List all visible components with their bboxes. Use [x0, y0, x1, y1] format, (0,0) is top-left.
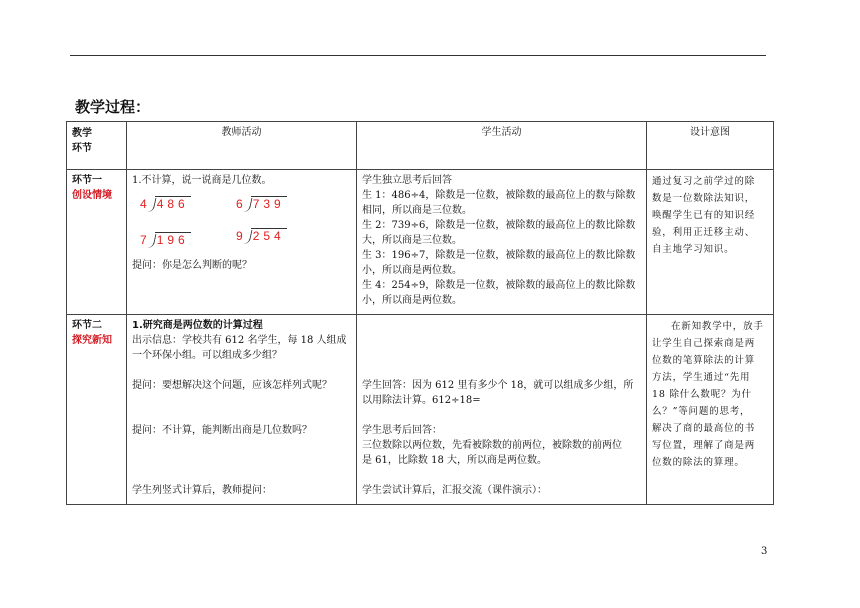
divisor: 4 [140, 197, 147, 211]
dividend: 196 [156, 233, 189, 247]
intent-text: 数是一位数除法知识， [652, 193, 756, 204]
student-text: 是 61，比除数 18 大，所以商是两位数。 [362, 455, 547, 466]
student-text: 相同，所以商是三位数。 [362, 205, 472, 216]
student-text: 学生独立思考后回答 [362, 175, 452, 186]
header-rule [70, 55, 766, 56]
intent-text: 唤醒学生已有的知识经 [652, 210, 756, 221]
intent-text: 方法，学生通过“先用 [652, 372, 751, 383]
header-stage-line1: 教学 [72, 128, 92, 139]
divisor: 9 [236, 229, 243, 243]
student-text: 学生回答：因为 612 里有多少个 18，就可以组成多少组，所 [362, 380, 634, 391]
stage-cell [67, 315, 127, 505]
teacher-heading: 1.研究商是两位数的计算过程 [132, 320, 263, 331]
dividend: 254 [252, 229, 285, 243]
teacher-activity-cell [127, 315, 357, 505]
table-row [67, 315, 774, 505]
student-text: 大，所以商是三位数。 [362, 235, 462, 246]
student-activity-cell [357, 170, 647, 315]
teacher-question: 提问：不计算，能判断出商是几位数吗？ [132, 425, 312, 436]
teacher-question: 提问：你是怎么判断的呢？ [132, 260, 252, 271]
division-problem [140, 232, 191, 248]
stage-name: 创设情境 [72, 190, 112, 201]
header-stage [67, 122, 127, 170]
intent-text: 让学生自己探索商是两 [652, 338, 756, 349]
design-intent-cell [647, 170, 774, 315]
student-text: 以用除法计算。612÷18= [362, 395, 481, 406]
student-text: 学生思考后回答： [362, 425, 442, 436]
section-title: 教学过程： [75, 98, 151, 116]
header-teacher: 教师活动 [127, 122, 357, 170]
stage-number: 环节二 [72, 320, 102, 331]
design-intent-cell [647, 315, 774, 505]
header-intent: 设计意图 [647, 122, 774, 170]
dividend: 739 [252, 197, 285, 211]
table-row [67, 170, 774, 315]
intent-text: 自主地学习知识。 [652, 244, 735, 255]
student-text: 生 3：196÷7，除数是一位数，被除数的最高位上的数比除数 [362, 250, 636, 261]
stage-number: 环节一 [72, 175, 102, 186]
student-text: 生 4：254÷9，除数是一位数，被除数的最高位上的数比除数 [362, 280, 636, 291]
intent-text: 验，利用正迁移主动、 [652, 227, 756, 238]
student-text: 小，所以商是两位数。 [362, 295, 462, 306]
intent-text: 解决了商的最高位的书 [652, 423, 756, 434]
intent-text: 通过复习之前学过的除 [652, 176, 756, 187]
header-stage-line2: 环节 [72, 143, 92, 154]
stage-name: 探究新知 [72, 335, 112, 346]
stage-cell [67, 170, 127, 315]
intent-text: 写位置，理解了商是两 [652, 440, 756, 451]
divisor: 6 [236, 197, 243, 211]
teacher-question: 提问：要想解决这个问题，应该怎样列式呢？ [132, 380, 332, 391]
student-text: 生 1：486÷4，除数是一位数，被除数的最高位上的数与除数 [362, 190, 636, 201]
intent-text: 位数的笔算除法的计算 [652, 355, 756, 366]
division-problem [140, 196, 191, 212]
teacher-text: 一个环保小组。可以组成多少组？ [132, 350, 282, 361]
table-header-row [67, 122, 774, 170]
teacher-activity-cell [127, 170, 357, 315]
student-activity-cell [357, 315, 647, 505]
division-problem [236, 196, 287, 212]
student-text: 小，所以商是两位数。 [362, 265, 462, 276]
student-text: 三位数除以两位数，先看被除数的前两位，被除数的前两位 [362, 440, 622, 451]
teacher-text: 学生列竖式计算后，教师提问： [132, 485, 272, 496]
page-number: 3 [761, 546, 768, 557]
teacher-text: 出示信息：学校共有 612 名学生，每 18 人组成 [132, 335, 347, 346]
intent-text: 么？”等问题的思考， [652, 406, 751, 417]
division-problem [236, 228, 287, 244]
division-exercises [132, 190, 351, 254]
lesson-table [66, 121, 774, 505]
teacher-text: 1.不计算，说一说商是几位数。 [132, 175, 272, 186]
student-text: 生 2：739÷6，除数是一位数，被除数的最高位上的数比除数 [362, 220, 636, 231]
header-student: 学生活动 [357, 122, 647, 170]
intent-text: 18 除什么数呢？为什 [652, 389, 752, 400]
divisor: 7 [140, 233, 147, 247]
dividend: 486 [156, 197, 189, 211]
student-text: 学生尝试计算后，汇报交流（课件演示）： [362, 485, 547, 496]
intent-text: 位数的除法的算理。 [652, 457, 745, 468]
intent-text: 在新知教学中，放手 [671, 321, 764, 332]
